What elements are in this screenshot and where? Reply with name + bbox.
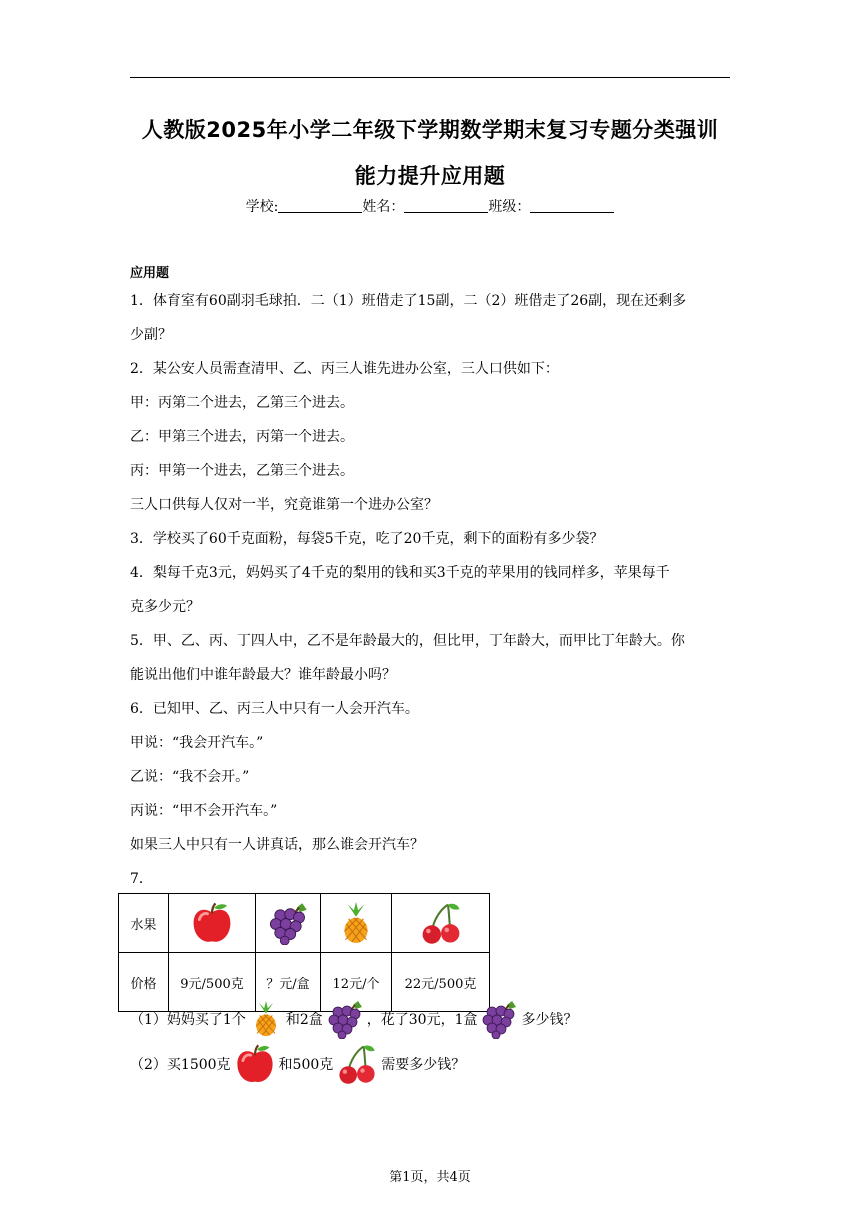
table-cell-price: 9元/500克 [169, 953, 256, 1012]
table-cell-price: ？元/盒 [256, 953, 321, 1012]
section-title: 应用题 [130, 266, 170, 281]
table-row [119, 894, 490, 953]
question-line: 甲说：“我会开汽车。” [130, 735, 264, 751]
page-subtitle: 能力提升应用题 [354, 164, 506, 188]
class-label: 班级： [488, 199, 531, 215]
question-line: 4．梨每千克3元，妈妈买了4千克的梨用的钱和买3千克的苹果用的钱同样多，苹果每千 [130, 565, 670, 581]
question-line: 克多少元？ [130, 599, 200, 615]
page-footer: 第1页，共4页 [389, 1170, 471, 1185]
name-label: 姓名： [362, 199, 405, 215]
table-cell [256, 894, 321, 953]
header-rule [130, 77, 730, 78]
table-cell-label: 水果 [119, 894, 169, 953]
question-line: 丙说：“甲不会开汽车。” [130, 803, 278, 819]
student-info [130, 196, 730, 216]
question-line: 乙说：“我不会开。” [130, 769, 250, 785]
question-line: 2．某公安人员需查清甲、乙、丙三人谁先进办公室，三人口供如下： [130, 361, 559, 377]
school-label: 学校: [245, 199, 279, 215]
cherry-icon [335, 1042, 379, 1086]
question-line: 如果三人中只有一人讲真话，那么谁会开汽车？ [130, 837, 424, 853]
sub-question-1 [130, 998, 577, 1040]
question-line: 甲：丙第二个进去，乙第三个进去。 [130, 395, 354, 411]
question-line: 少副？ [130, 327, 172, 343]
question-line: 3．学校买了60千克面粉，每袋5千克，吃了20千克，剩下的面粉有多少袋？ [130, 531, 604, 547]
school-blank[interactable] [278, 198, 362, 213]
question-line: 丙：甲第一个进去，乙第三个进去。 [130, 463, 354, 479]
grapes-icon [325, 999, 365, 1039]
sub-text: 和500克 [278, 1057, 334, 1073]
question-line: 三人口供每人仅对一半，究竟谁第一个进办公室？ [130, 497, 438, 513]
question-line: 1．体育室有60副羽毛球拍．二（1）班借走了15副，二（2）班借走了26副，现在还剩多 [130, 293, 687, 309]
page-title: 人教版2025年小学二年级下学期数学期末复习专题分类强训 [141, 118, 719, 142]
table-cell-price: 12元/个 [321, 953, 392, 1012]
question-line: 6．已知甲、乙、丙三人中只有一人会开汽车。 [130, 701, 419, 717]
sub-question-2 [130, 1042, 465, 1086]
question-line: 乙：甲第三个进去，丙第一个进去。 [130, 429, 354, 445]
question-line: 5．甲、乙、丙、丁四人中，乙不是年龄最大的，但比甲，丁年龄大，而甲比丁年龄大。你 [130, 633, 685, 649]
sub-text: 多少钱？ [521, 1012, 578, 1028]
question-line: 7． [130, 871, 153, 887]
sub-text: （2）买1500克 [130, 1057, 231, 1073]
pineapple-icon [248, 998, 284, 1040]
name-blank[interactable] [404, 198, 488, 213]
table-cell-label: 价格 [119, 953, 169, 1012]
grapes-icon [479, 999, 519, 1039]
fruit-price-table [118, 893, 490, 1012]
cherry-icon [418, 900, 464, 946]
grapes-icon [266, 901, 310, 945]
pineapple-icon [335, 900, 377, 946]
sub-text: （1）妈妈买了1个 [130, 1012, 246, 1028]
sub-text: 和2盒 [285, 1012, 323, 1028]
apple-icon [189, 900, 235, 946]
table-cell [392, 894, 490, 953]
table-cell [321, 894, 392, 953]
apple-icon [233, 1042, 277, 1086]
sub-text: ，花了30元，1盒 [366, 1012, 478, 1028]
class-blank[interactable] [530, 198, 614, 213]
table-cell-price: 22元/500克 [392, 953, 490, 1012]
sub-text: 需要多少钱？ [381, 1057, 466, 1073]
question-line: 能说出他们中谁年龄最大？谁年龄最小吗？ [130, 667, 396, 683]
table-cell [169, 894, 256, 953]
